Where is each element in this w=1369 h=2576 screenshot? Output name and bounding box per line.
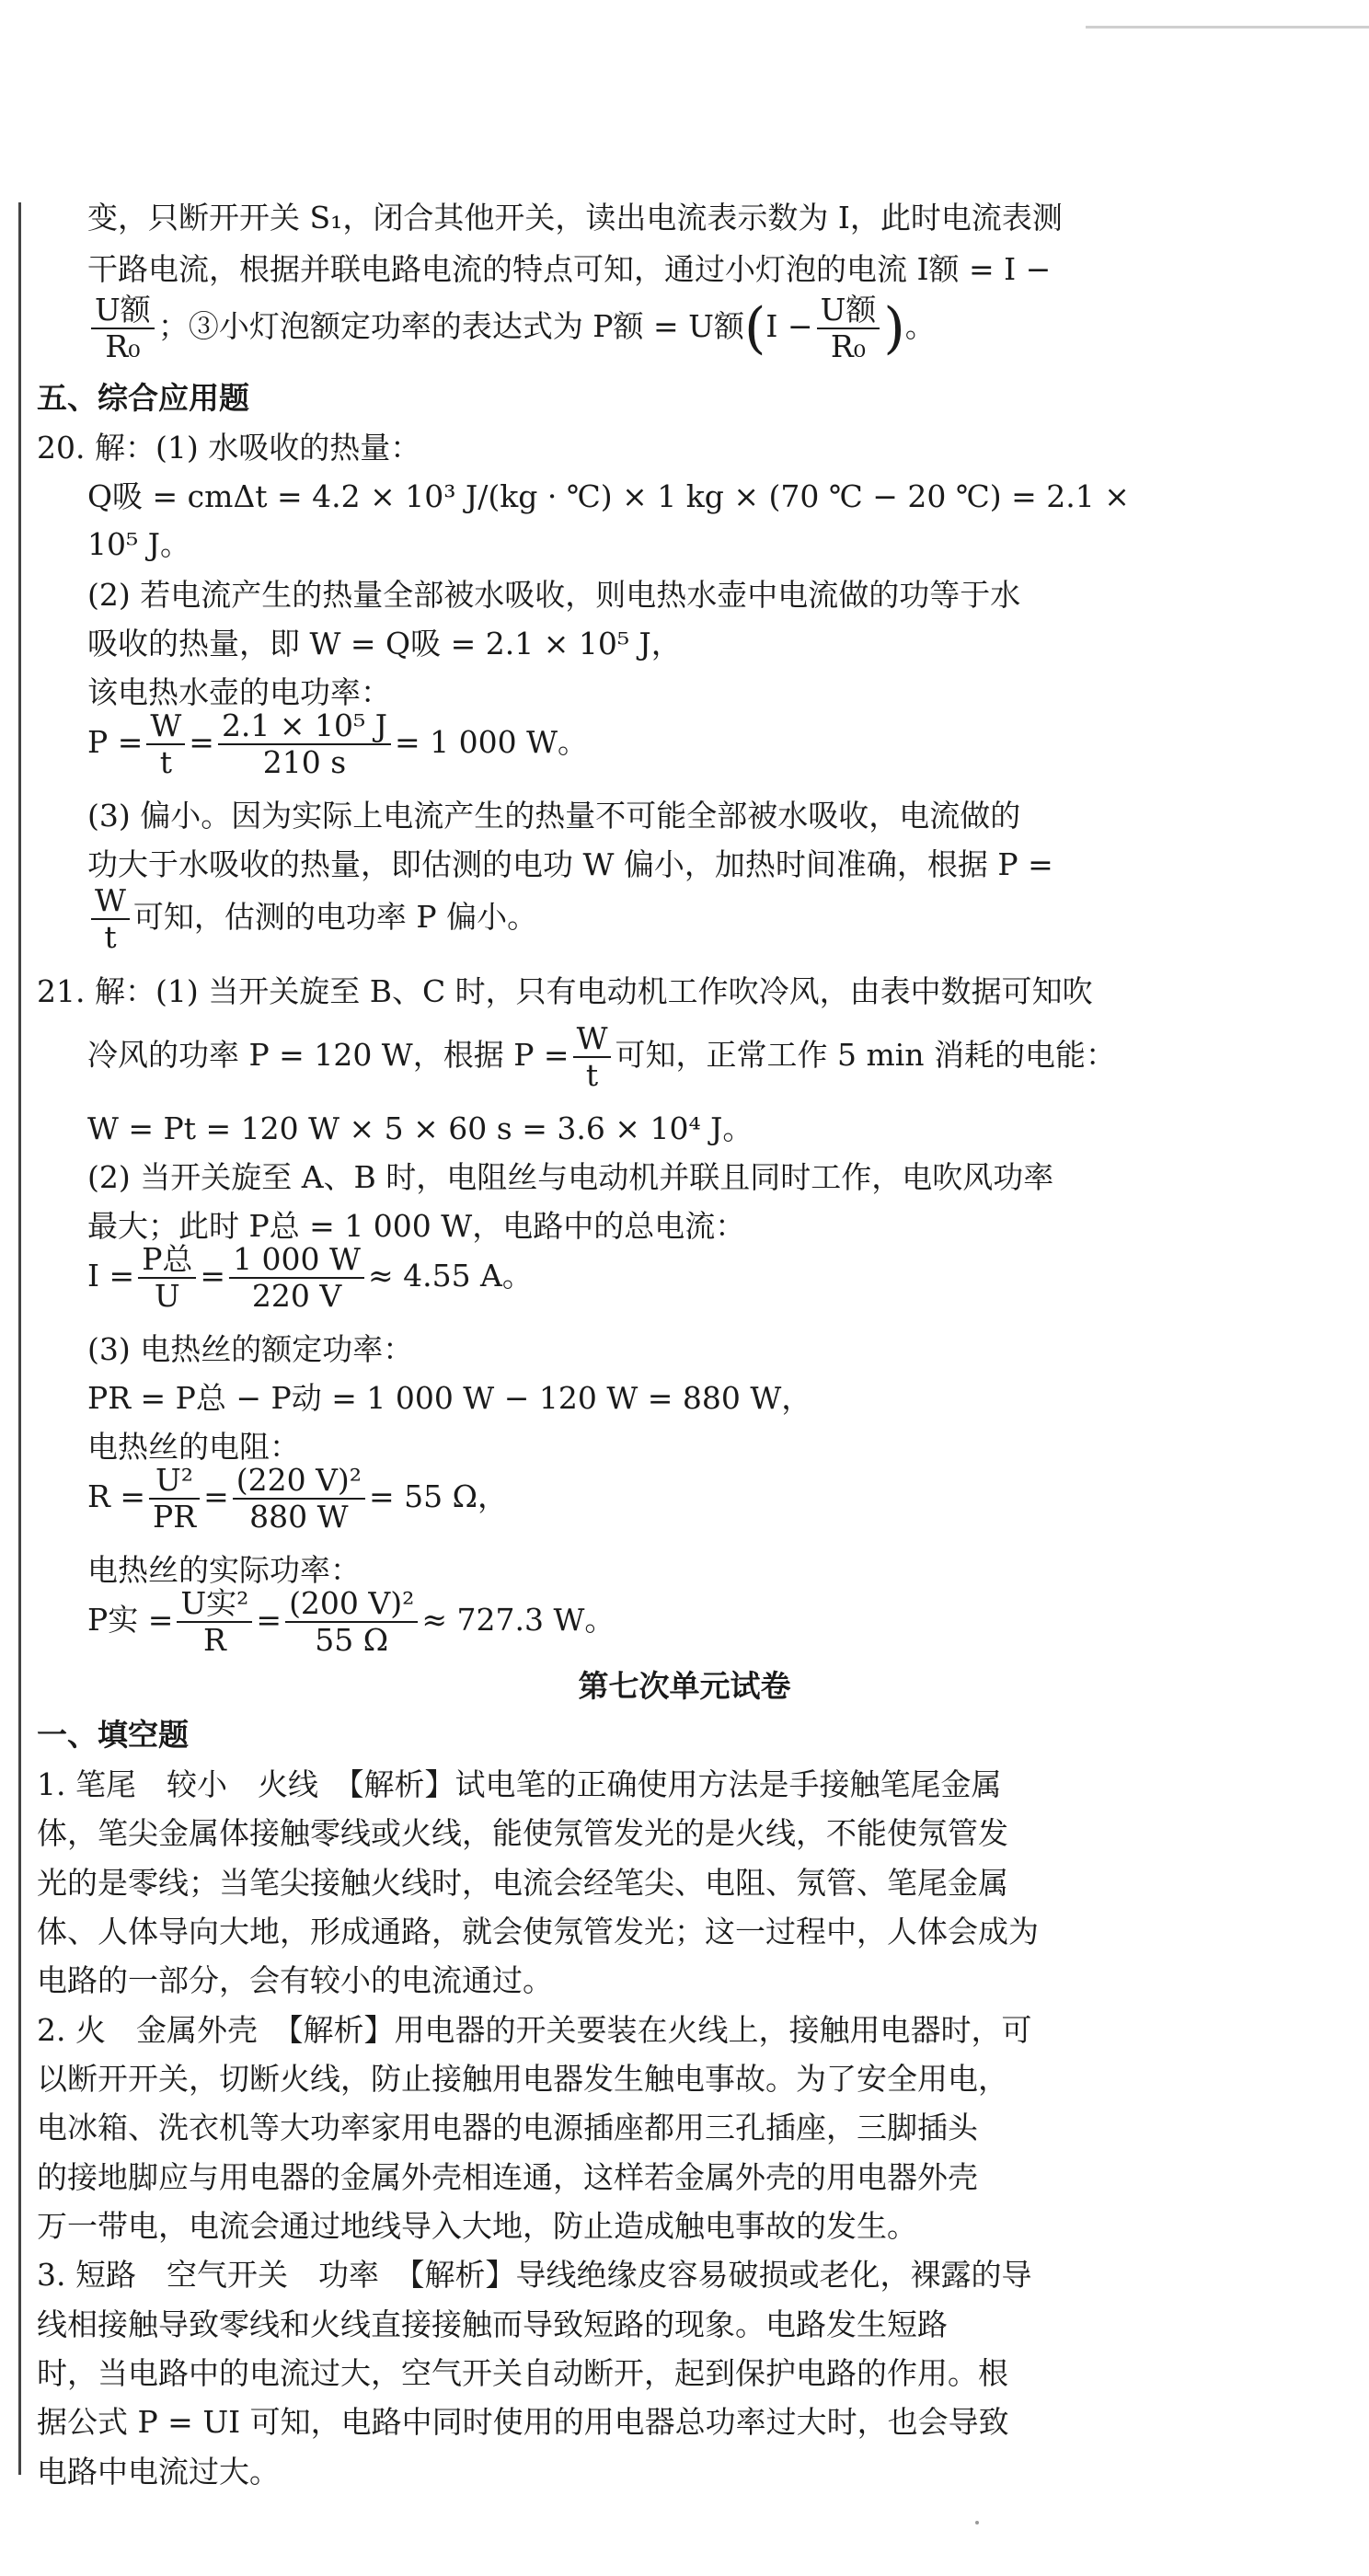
answer-line: 2. 火 金属外壳 【解析】用电器的开关要装在火线上，接触用电器时，可 — [37, 2012, 1032, 2048]
text-line: Q吸 = cmΔt = 4.2 × 10³ J/(kg · ℃) × 1 kg × (70 ℃ − 20 ℃) = 2.1 × — [87, 478, 1130, 514]
fraction: $\frac{\text{U²}}{PR}$ — [149, 1463, 200, 1535]
fraction: $\frac{W}{t}$ — [91, 883, 130, 955]
fraction: $\frac{\text{P总}}{U}$ — [138, 1242, 196, 1314]
answer-line: 电冰箱、洗衣机等大功率家用电器的电源插座都用三孔插座，三脚插头 — [37, 2110, 978, 2145]
section-heading: 一、填空题 — [37, 1717, 189, 1753]
formula-line: 冷风的功率 P = 120 W，根据 P = $\frac{W}{t}$ 可知，正常工作 5 min 消耗的电能： — [87, 1020, 1117, 1093]
text-line: 10⁵ J。 — [87, 526, 190, 562]
fraction: $\frac{\text{(220 V)²}}{880 W}$ — [233, 1463, 365, 1535]
text-line: 电热丝的电阻： — [87, 1429, 300, 1465]
answer-line: 体、人体导向大地，形成通路，就会使氖管发光；这一过程中，人体会成为 — [37, 1914, 1039, 1949]
text-line: (3) 电热丝的额定功率： — [87, 1331, 414, 1367]
fraction: $\frac{W}{t}$ — [146, 708, 185, 780]
text-line: 最大；此时 P总 = 1 000 W，电路中的总电流： — [87, 1208, 746, 1244]
text-line: 吸收的热量，即 W = Q吸 = 2.1 × 10⁵ J， — [87, 626, 682, 661]
text-line: W = Pt = 120 W × 5 × 60 s = 3.6 × 10⁴ J。 — [87, 1110, 754, 1146]
formula-line: R = $\frac{\text{U²}}{PR}$ = $\frac{\text{(220 V)²}}{880 W}$ = 55 Ω， — [87, 1462, 508, 1535]
answer-line: 3. 短路 空气开关 功率 【解析】导线绝缘皮容易破损或老化，裸露的导 — [37, 2257, 1032, 2293]
answer-line: 万一带电，电流会通过地线导入大地，防止造成触电事故的发生。 — [37, 2208, 917, 2244]
text-line: (2) 当开关旋至 A、B 时，电阻丝与电动机并联且同时工作，电吹风功率 — [87, 1159, 1054, 1195]
text-line: 干路电流，根据并联电路电流的特点可知，通过小灯泡的电流 I额 = I − — [87, 251, 1052, 287]
formula-line: $\frac{\text{U额}}{\text{R₀}}$ ；③小灯泡额定功率的表达式为 P额 = U额(I − $\frac{\text{U额}}{\text{R₀}}$ )。 — [87, 293, 936, 364]
text-line: 电热丝的实际功率： — [87, 1552, 361, 1588]
text-line: (3) 偏小。因为实际上电流产生的热量不可能全部被水吸收，电流做的 — [87, 798, 1021, 834]
formula-line: P = $\frac{W}{t}$ = $\frac{\text{2.1 × 10⁵ J}}{210 s}$ = 1 000 W。 — [87, 707, 589, 780]
page-speck — [975, 2521, 979, 2524]
exam-title: 第七次单元试卷 — [578, 1668, 791, 1704]
text-line: PR = P总 − P动 = 1 000 W − 120 W = 880 W， — [87, 1380, 812, 1416]
section-heading: 五、综合应用题 — [37, 380, 249, 416]
fraction: $\frac{\text{U额}}{\text{R₀}}$ — [91, 293, 155, 364]
fraction: $\frac{\text{(200 V)²}}{55 \Omega}$ — [285, 1586, 418, 1658]
formula-line: $\frac{W}{t}$ 可知，估测的电功率 P 偏小。 — [87, 883, 537, 955]
fraction: $\frac{\text{2.1 × 10⁵ J}}{210 s}$ — [218, 708, 391, 780]
top-edge-line — [1086, 26, 1369, 29]
answer-line: 时，当电路中的电流过大，空气开关自动断开，起到保护电路的作用。根 — [37, 2355, 1008, 2391]
fraction: $\frac{\text{U实²}}{R}$ — [177, 1586, 252, 1658]
text-line: 变，只断开开关 S₁，闭合其他开关，读出电流表示数为 I，此时电流表测 — [87, 200, 1063, 236]
answer-line: 线相接触导致零线和火线直接接触而导致短路的现象。电路发生短路 — [37, 2306, 948, 2342]
text-line: 功大于水吸收的热量，即估测的电功 W 偏小，加热时间准确，根据 P = — [87, 846, 1053, 882]
formula-line: P实 = $\frac{\text{U实²}}{R}$ = $\frac{\text{(200 V)²}}{55 \Omega}$ ≈ 727.3 W。 — [87, 1585, 615, 1658]
question-line: 21. 解：(1) 当开关旋至 B、C 时，只有电动机工作吹冷风，由表中数据可知吹 — [37, 973, 1093, 1009]
answer-line: 以断开开关，切断火线，防止接触用电器发生触电事故。为了安全用电， — [37, 2061, 1008, 2097]
formula-line: I = $\frac{\text{P总}}{U}$ = $\frac{1 000 W}{220 V}$ ≈ 4.55 A。 — [87, 1241, 533, 1314]
text-line: 该电热水壶的电功率： — [87, 674, 391, 710]
answer-line: 电路中电流过大。 — [37, 2454, 280, 2490]
answer-line: 据公式 P = UI 可知，电路中同时使用的用电器总功率过大时，也会导致 — [37, 2404, 1009, 2440]
fraction: $\frac{W}{t}$ — [573, 1021, 612, 1093]
fraction: $\frac{1 000 W}{220 V}$ — [229, 1242, 364, 1314]
answer-line: 光的是零线；当笔尖接触火线时，电流会经笔尖、电阻、氖管、笔尾金属 — [37, 1865, 1008, 1901]
left-margin-line — [18, 202, 21, 2475]
answer-line: 的接地脚应与用电器的金属外壳相连通，这样若金属外壳的用电器外壳 — [37, 2159, 978, 2195]
answer-line: 1. 笔尾 较小 火线 【解析】试电笔的正确使用方法是手接触笔尾金属 — [37, 1766, 1002, 1802]
fraction: $\frac{\text{U额}}{\text{R₀}}$ — [817, 293, 880, 364]
answer-line: 电路的一部分，会有较小的电流通过。 — [37, 1962, 553, 1998]
question-line: 20. 解：(1) 水吸收的热量： — [37, 430, 421, 466]
text-line: (2) 若电流产生的热量全部被水吸收，则电热水壶中电流做的功等于水 — [87, 577, 1021, 613]
answer-line: 体，笔尖金属体接触零线或火线，能使氖管发光的是火线，不能使氖管发 — [37, 1815, 1008, 1851]
